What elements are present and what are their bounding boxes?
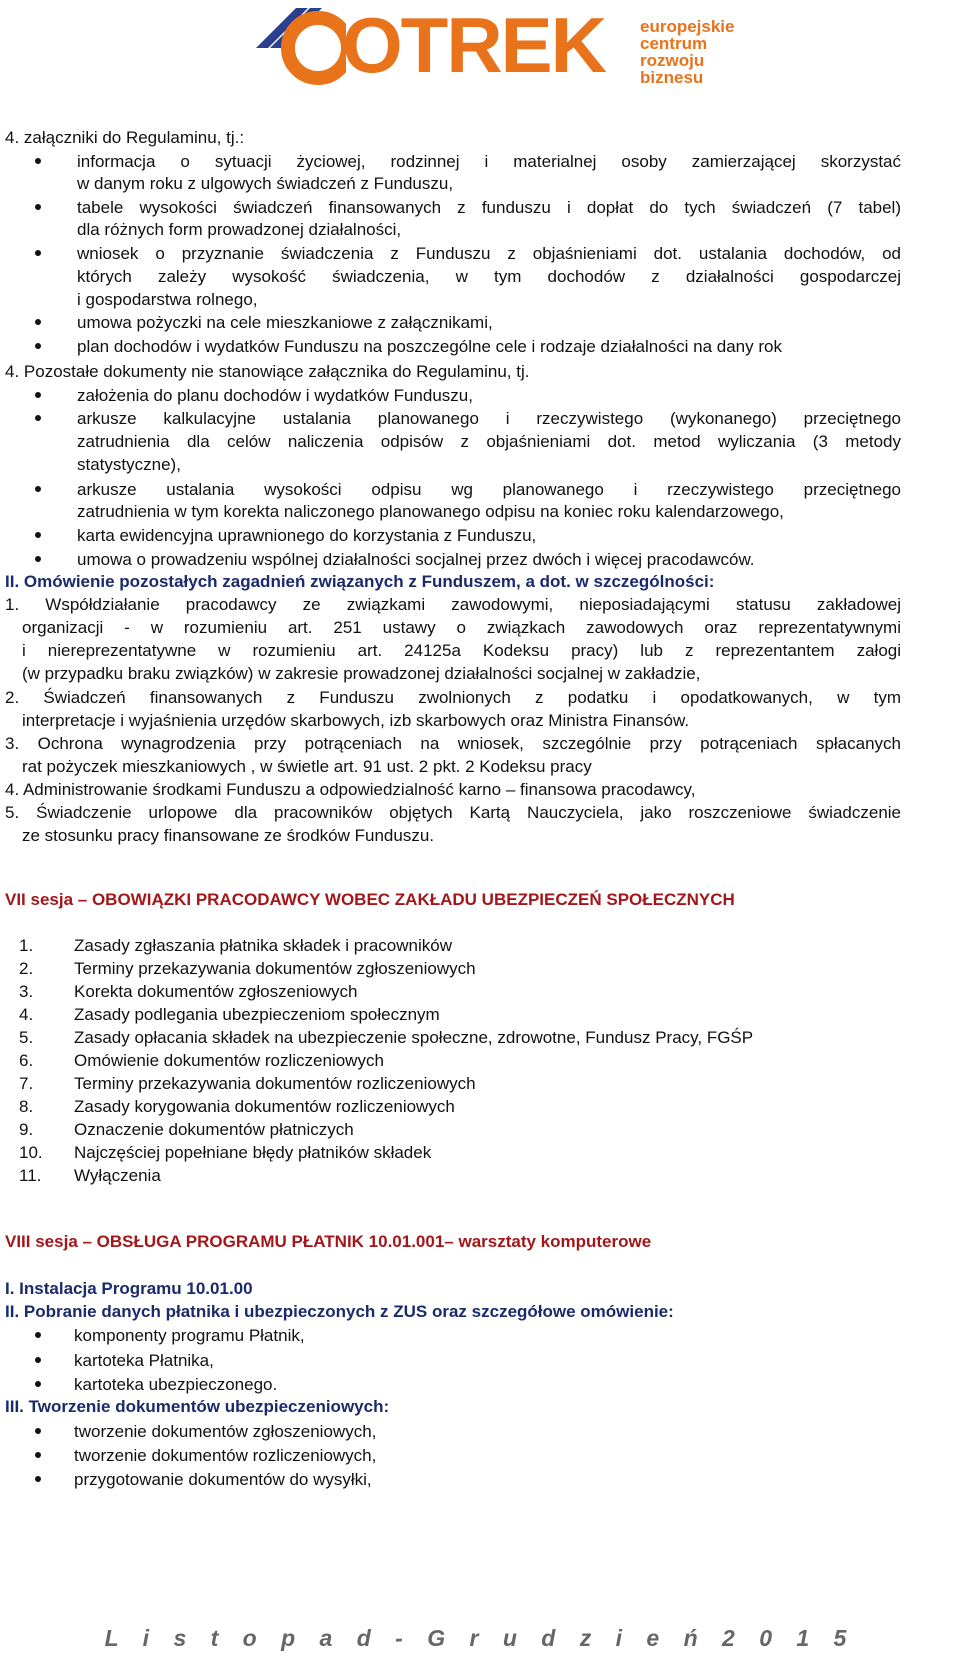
list-item: Wyłączenia: [74, 1166, 161, 1185]
list-item: arkusze ustalania wysokości odpisu wg planowanego i rzeczywistego przeciętnego: [77, 480, 901, 499]
otrek-logo-mark-icon: [256, 8, 346, 88]
list-item: Najczęściej popełniane błędy płatników składek: [74, 1143, 432, 1162]
list-item: Zasady podlegania ubezpieczeniom społecznym: [74, 1005, 440, 1024]
list-number: 7.: [19, 1074, 34, 1093]
list-item-cont: i gospodarstwa rolnego,: [77, 290, 258, 309]
list-item: wniosek o przyznanie świadczenia z Funduszu z objaśnieniami dot. ustalania dochodów, od: [77, 244, 901, 263]
list-item: Oznaczenie dokumentów płatniczych: [74, 1120, 354, 1139]
list-number: 5.: [19, 1028, 34, 1047]
list-item: Terminy przekazywania dokumentów zgłoszeniowych: [74, 959, 476, 978]
list-item: Zasady korygowania dokumentów rozliczeniowych: [74, 1097, 455, 1116]
list-item: kartoteka ubezpieczonego.: [74, 1375, 278, 1394]
list-number: 2.: [19, 959, 34, 978]
session-title: VII sesja – OBOWIĄZKI PRACODAWCY WOBEC ZAKŁADU UBEZPIECZEŃ SPOŁECZNYCH: [5, 890, 735, 909]
bullet-icon: [33, 524, 43, 534]
numbered-item: 2. Świadczeń finansowanych z Funduszu zwolnionych z podatku i opodatkowanych, w tym: [5, 688, 901, 707]
list-item: umowa o prowadzeniu wspólnej działalności socjalnej przez dwóch i więcej pracodawców.: [77, 550, 755, 569]
subsection-heading: II. Pobranie danych płatnika i ubezpieczonych z ZUS oraz szczegółowe omówienie:: [5, 1302, 674, 1321]
list-item: Zasady opłacania składek na ubezpieczenie społeczne, zdrowotne, Fundusz Pracy, FGŚP: [74, 1028, 754, 1047]
list-number: 11.: [19, 1166, 42, 1185]
numbered-item: 3. Ochrona wynagrodzenia przy potrąceniach na wniosek, szczególnie przy potrąceniach spłacanych: [5, 734, 901, 753]
list-item-cont: statystyczne),: [77, 455, 181, 474]
bullet-icon: [33, 478, 43, 488]
subsection-heading: III. Tworzenie dokumentów ubezpieczeniowych:: [5, 1397, 390, 1416]
list-number: 10.: [19, 1143, 43, 1162]
list-item-cont: zatrudnienia w tym korekta naliczonego planowanego odpisu na koniec roku kalendarzowego,: [77, 502, 784, 521]
list-item: plan dochodów i wydatków Funduszu na poszczególne cele i rodzaje działalności na dany rok: [77, 337, 782, 356]
numbered-item-cont: interpretacje i wyjaśnienia urzędów skarbowych, izb skarbowych oraz Ministra Finansów.: [22, 711, 690, 730]
list-number: 8.: [19, 1097, 34, 1116]
bullet-icon: [33, 196, 43, 206]
bullet-icon: [33, 242, 43, 252]
list-item: założenia do planu dochodów i wydatków Funduszu,: [77, 386, 473, 405]
bullet-icon: [33, 1444, 43, 1454]
numbered-item-cont: rat pożyczek mieszkaniowych , w świetle art. 91 ust. 2 pkt. 2 Kodeksu pracy: [22, 757, 592, 776]
list-number: 3.: [19, 982, 34, 1001]
list-item: Korekta dokumentów zgłoszeniowych: [74, 982, 358, 1001]
list-item: karta ewidencyjna uprawnionego do korzystania z Funduszu,: [77, 526, 537, 545]
section-heading: II. Omówienie pozostałych zagadnień związanych z Funduszem, a dot. w szczególności:: [5, 572, 715, 591]
numbered-item-cont: organizacji - w rozumieniu art. 251 ustawy o związkach zawodowych oraz reprezentatywnymi: [22, 618, 901, 637]
bullet-icon: [33, 150, 43, 160]
bullet-icon: [33, 1468, 43, 1478]
list-number: 6.: [19, 1051, 34, 1070]
list-number: 9.: [19, 1120, 34, 1139]
page-footer: L i s t o p a d - G r u d z i e ń 2 0 1 5: [104, 1625, 856, 1651]
bullet-icon: [33, 1420, 43, 1430]
list-item-cont: zatrudnienia dla celów naliczenia odpisów z objaśnieniami dot. metod wyliczania (3 metody: [77, 432, 901, 451]
numbered-item-cont: ze stosunku pracy finansowane ze środków Funduszu.: [22, 826, 435, 845]
list-item: Terminy przekazywania dokumentów rozliczeniowych: [74, 1074, 476, 1093]
bullet-icon: [33, 384, 43, 394]
bullet-icon: [33, 1349, 43, 1359]
bullet-icon: [33, 1373, 43, 1383]
list-item-cont: których zależy wysokość świadczenia, w tym dochodów z działalności gospodarczej: [77, 267, 901, 286]
numbered-item: 1. Współdziałanie pracodawcy ze związkami zawodowymi, nieposiadającymi statusu zakładowej: [5, 595, 901, 614]
bullet-icon: [33, 311, 43, 321]
numbered-item-cont: i niereprezentatywne w rozumieniu art. 24125a Kodeksu pracy) lub z reprezentantem załogi: [22, 641, 901, 660]
numbered-item: 5. Świadczenie urlopowe dla pracowników objętych Kartą Nauczyciela, jako roszczeniowe świadczenie: [5, 803, 901, 822]
bullet-icon: [33, 335, 43, 345]
bullet-icon: [33, 407, 43, 417]
list-item: przygotowanie dokumentów do wysyłki,: [74, 1470, 372, 1489]
list-item: informacja o sytuacji życiowej, rodzinnej i materialnej osoby zamierzającej skorzystać: [77, 152, 901, 171]
section-heading: 4. załączniki do Regulaminu, tj.:: [5, 128, 245, 147]
list-item: Omówienie dokumentów rozliczeniowych: [74, 1051, 384, 1070]
list-item: tworzenie dokumentów rozliczeniowych,: [74, 1446, 377, 1465]
bullet-icon: [33, 548, 43, 558]
list-item: Zasady zgłaszania płatnika składek i pracowników: [74, 936, 452, 955]
numbered-item: 4. Administrowanie środkami Funduszu a odpowiedzialność karno – finansowa pracodawcy,: [5, 780, 696, 799]
list-number: 1.: [19, 936, 34, 955]
list-item: kartoteka Płatnika,: [74, 1351, 214, 1370]
subsection-heading: I. Instalacja Programu 10.01.00: [5, 1279, 253, 1298]
numbered-item-cont: (w przypadku braku związków) w zakresie prowadzonej działalności socjalnej w zakładzie,: [22, 664, 701, 683]
section-heading: 4. Pozostałe dokumenty nie stanowiące załącznika do Regulaminu, tj.: [5, 362, 530, 381]
list-item: arkusze kalkulacyjne ustalania planowanego i rzeczywistego (wykonanego) przeciętnego: [77, 409, 901, 428]
list-item-cont: w danym roku z ulgowych świadczeń z Funduszu,: [77, 174, 454, 193]
logo-tagline: europejskie centrum rozwoju biznesu: [640, 17, 735, 87]
otrek-logo: [270, 1, 740, 89]
logo-wordmark: OTREK: [342, 1, 605, 89]
list-item-cont: dla różnych form prowadzonej działalności,: [77, 220, 402, 239]
bullet-icon: [33, 1324, 43, 1334]
session-title: VIII sesja – OBSŁUGA PROGRAMU PŁATNIK 10.01.001– warsztaty komputerowe: [5, 1232, 652, 1251]
list-number: 4.: [19, 1005, 34, 1024]
list-item: tabele wysokości świadczeń finansowanych z funduszu i dopłat do tych świadczeń (7 tabel): [77, 198, 901, 217]
list-item: umowa pożyczki na cele mieszkaniowe z załącznikami,: [77, 313, 493, 332]
list-item: tworzenie dokumentów zgłoszeniowych,: [74, 1422, 377, 1441]
list-item: komponenty programu Płatnik,: [74, 1326, 305, 1345]
